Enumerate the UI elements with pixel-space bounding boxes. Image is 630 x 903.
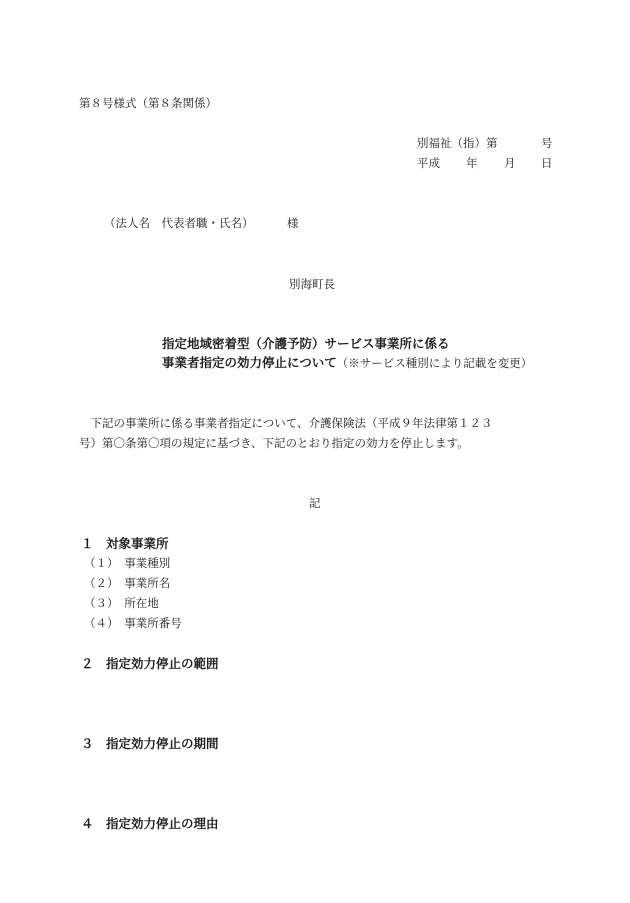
- section-1-heading: 対象事業所: [106, 536, 169, 551]
- section-4-number: ４: [81, 816, 94, 831]
- date-day: 日: [541, 156, 553, 170]
- section-2-heading: 指定効力停止の範囲: [106, 656, 219, 671]
- date-era: 平成: [417, 156, 440, 170]
- form-id: 第８号様式（第８条関係）: [79, 96, 217, 110]
- section-3-heading: 指定効力停止の期間: [106, 736, 219, 751]
- doc-number-prefix: 別福祉（指）第: [417, 136, 498, 150]
- section-1-item-3: （３） 所在地: [84, 596, 159, 610]
- title-line1: 指定地域密着型（介護予防）サービス事業所に係る: [162, 336, 450, 351]
- title-note: （※サービス種別により記載を変更）: [336, 356, 533, 370]
- doc-number-suffix: 号: [541, 136, 553, 150]
- section-2-number: ２: [81, 656, 94, 671]
- section-3-number: ３: [81, 736, 94, 751]
- sender: 別海町長: [289, 277, 335, 291]
- body-line2: 号）第〇条第〇項の規定に基づき、下記のとおり指定の効力を停止します。: [79, 436, 469, 450]
- ki-heading: 記: [309, 496, 321, 510]
- date-year: 年: [466, 156, 478, 170]
- section-1-number: １: [81, 536, 94, 551]
- section-1-item-2: （２） 事業所名: [84, 576, 171, 590]
- title-line2: 事業者指定の効力停止について: [162, 355, 337, 370]
- addressee-honorific: 様: [287, 216, 299, 230]
- body-line1: 下記の事業所に係る事業者指定について、介護保険法（平成９年法律第１２３: [79, 416, 493, 430]
- addressee-label: （法人名 代表者職・氏名）: [104, 216, 254, 230]
- section-1-item-4: （４） 事業所番号: [84, 616, 182, 630]
- title-line2-wrap: [162, 357, 532, 370]
- date-month: 月: [504, 156, 516, 170]
- section-4-heading: 指定効力停止の理由: [106, 816, 219, 831]
- section-1-item-1: （１） 事業種別: [84, 556, 171, 570]
